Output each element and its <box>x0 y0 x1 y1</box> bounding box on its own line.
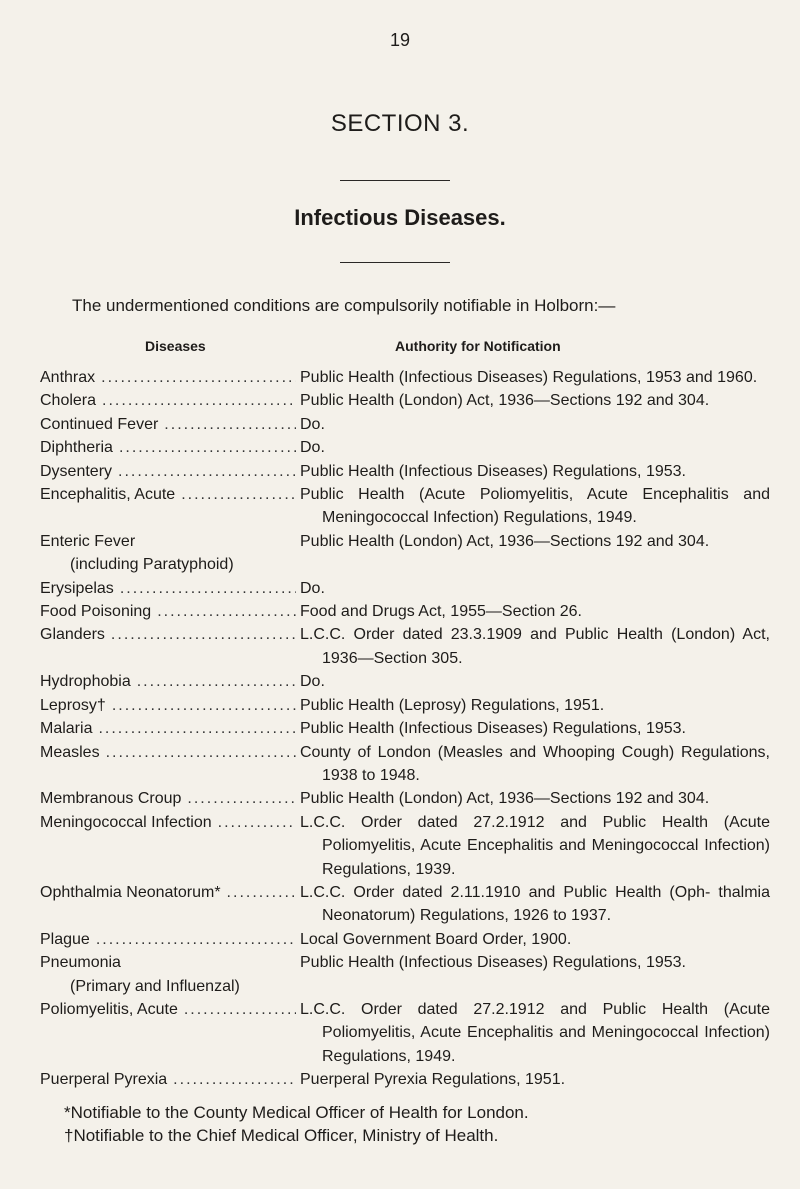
authority-cell <box>296 366 770 389</box>
table-row <box>40 928 770 951</box>
disease-name: Puerperal Pyrexia <box>40 1071 168 1089</box>
disease-name: Meningococcal Infection <box>40 813 212 831</box>
authority-text: L.C.C. Order dated 2.11.1910 and Public Health (Oph- thalmia Neonatorum) Regulations, 1926 to 1937. <box>300 883 770 925</box>
table-row <box>40 694 770 717</box>
column-header-authority: Authority for Notification <box>395 338 561 354</box>
leader-dots <box>131 670 296 693</box>
notifiable-diseases-table <box>40 366 770 1092</box>
authority-cell <box>296 811 770 881</box>
disease-name: Enteric Fever <box>40 532 136 550</box>
disease-name: Continued Fever <box>40 415 159 433</box>
table-row <box>40 530 770 577</box>
disease-cell <box>40 530 296 577</box>
disease-name: Ophthalmia Neonatorum* <box>40 883 221 901</box>
authority-text: Local Government Board Order, 1900. <box>300 930 572 948</box>
authority-cell <box>296 881 770 928</box>
leader-dots <box>105 623 296 646</box>
authority-text: Public Health (Infectious Diseases) Regulations, 1953. <box>300 720 686 738</box>
table-row <box>40 483 770 530</box>
table-row <box>40 741 770 788</box>
divider-rule-bottom <box>340 262 450 263</box>
page-number: 19 <box>389 30 411 50</box>
disease-name: Glanders <box>40 626 105 644</box>
table-row <box>40 670 770 693</box>
leader-dots <box>175 483 296 506</box>
authority-cell <box>296 787 770 810</box>
disease-name: Measles <box>40 743 100 761</box>
disease-cell <box>40 951 296 998</box>
footnote-ministry: †Notifiable to the Chief Medical Officer, Ministry of Health. <box>64 1126 499 1145</box>
authority-cell <box>296 951 770 998</box>
disease-cell <box>40 717 296 740</box>
authority-cell <box>296 530 770 577</box>
table-row <box>40 389 770 412</box>
leader-dots <box>113 436 296 459</box>
authority-cell <box>296 577 770 600</box>
disease-name: Hydrophobia <box>40 673 131 691</box>
disease-name: Membranous Croup <box>40 790 182 808</box>
disease-qualifier: (including Paratyphoid) <box>70 556 234 574</box>
leader-dots <box>212 811 296 834</box>
authority-cell <box>296 483 770 530</box>
authority-text: Do. <box>300 673 325 691</box>
disease-cell <box>40 577 296 600</box>
disease-name: Malaria <box>40 720 93 738</box>
disease-cell <box>40 694 296 717</box>
disease-cell <box>40 623 296 670</box>
authority-cell <box>296 694 770 717</box>
disease-name: Plague <box>40 930 90 948</box>
disease-name: Erysipelas <box>40 579 114 597</box>
authority-text: L.C.C. Order dated 27.2.1912 and Public Health (Acute Poliomyelitis, Acute Encephalitis and Meningococcal Infection) Regulations, 1939. <box>300 813 770 878</box>
disease-cell <box>40 1068 296 1091</box>
authority-cell <box>296 1068 770 1091</box>
authority-text: Public Health (Acute Poliomyelitis, Acute Encephalitis and Meningococcal Infection) Regulations, 1949. <box>300 486 770 527</box>
disease-cell <box>40 787 296 810</box>
leader-dots <box>112 460 296 483</box>
disease-name: Pneumonia <box>40 954 121 972</box>
table-row <box>40 811 770 881</box>
authority-text: Public Health (London) Act, 1936—Sections 192 and 304. <box>300 790 710 808</box>
leader-dots <box>221 881 296 904</box>
disease-name: Dysentery <box>40 462 113 480</box>
disease-cell <box>40 670 296 693</box>
authority-text: Do. <box>300 439 325 457</box>
leader-dots <box>151 600 296 623</box>
table-row <box>40 1068 770 1091</box>
disease-name: Food Poisoning <box>40 603 152 621</box>
table-row <box>40 366 770 389</box>
authority-cell <box>296 389 770 412</box>
divider-rule-top <box>340 180 450 181</box>
leader-dots <box>106 694 296 717</box>
authority-cell <box>296 460 770 483</box>
disease-cell <box>40 928 296 951</box>
table-row <box>40 951 770 998</box>
intro-paragraph: The undermentioned conditions are compulsorily notifiable in Holborn:— <box>72 296 616 315</box>
leader-dots <box>100 741 296 764</box>
disease-cell <box>40 483 296 530</box>
disease-name: Leprosy† <box>40 696 106 714</box>
leader-dots <box>158 413 296 436</box>
disease-cell <box>40 460 296 483</box>
leader-dots <box>96 389 296 412</box>
disease-cell <box>40 881 296 928</box>
table-row <box>40 436 770 459</box>
disease-cell <box>40 436 296 459</box>
disease-cell <box>40 741 296 788</box>
authority-text: Do. <box>300 415 325 433</box>
table-row <box>40 881 770 928</box>
table-row <box>40 460 770 483</box>
table-row <box>40 413 770 436</box>
authority-cell <box>296 413 770 436</box>
authority-cell <box>296 623 770 670</box>
disease-cell <box>40 366 296 389</box>
authority-cell <box>296 600 770 623</box>
authority-cell <box>296 741 770 788</box>
footnote-county: *Notifiable to the County Medical Officer of Health for London. <box>64 1103 529 1122</box>
authority-text: Puerperal Pyrexia Regulations, 1951. <box>300 1071 566 1089</box>
authority-text: County of London (Measles and Whooping Cough) Regulations, 1938 to 1948. <box>300 743 770 784</box>
disease-qualifier: (Primary and Influenzal) <box>70 977 240 995</box>
leader-dots <box>167 1068 296 1091</box>
disease-name: Poliomyelitis, Acute <box>40 1000 178 1018</box>
leader-dots <box>181 787 296 810</box>
table-row <box>40 623 770 670</box>
authority-text: Public Health (London) Act, 1936—Sections 192 and 304. <box>300 532 710 550</box>
disease-cell <box>40 811 296 881</box>
disease-name: Cholera <box>40 392 97 410</box>
authority-text: Do. <box>300 579 325 597</box>
disease-cell <box>40 389 296 412</box>
authority-cell <box>296 436 770 459</box>
leader-dots <box>90 928 296 951</box>
leader-dots <box>95 366 296 389</box>
column-header-diseases: Diseases <box>145 338 206 354</box>
authority-text: Public Health (London) Act, 1936—Sections 192 and 304. <box>300 392 710 410</box>
authority-text: Public Health (Infectious Diseases) Regulations, 1953. <box>300 954 686 972</box>
table-row <box>40 577 770 600</box>
authority-text: Public Health (Infectious Diseases) Regulations, 1953. <box>300 462 686 480</box>
disease-cell <box>40 600 296 623</box>
disease-name: Encephalitis, Acute <box>40 486 176 504</box>
section-title: SECTION 3. <box>330 110 470 137</box>
authority-text: L.C.C. Order dated 27.2.1912 and Public Health (Acute Poliomyelitis, Acute Encephalitis and Meningococcal Infection) Regulations, 1949. <box>300 1000 770 1065</box>
authority-cell <box>296 670 770 693</box>
table-row <box>40 787 770 810</box>
authority-text: Public Health (Infectious Diseases) Regulations, 1953 and 1960. <box>300 369 758 386</box>
authority-text: L.C.C. Order dated 23.3.1909 and Public Health (London) Act, 1936—Section 305. <box>300 626 770 667</box>
authority-text: Food and Drugs Act, 1955—Section 26. <box>300 603 582 621</box>
authority-cell <box>296 998 770 1068</box>
disease-name: Diphtheria <box>40 439 113 457</box>
leader-dots <box>114 577 296 600</box>
authority-text: Public Health (Leprosy) Regulations, 1951. <box>300 696 605 714</box>
page-title: Infectious Diseases. <box>294 205 506 230</box>
disease-cell <box>40 998 296 1068</box>
leader-dots <box>92 717 296 740</box>
disease-name: Anthrax <box>40 369 96 386</box>
leader-dots <box>178 998 296 1021</box>
disease-cell <box>40 413 296 436</box>
authority-cell <box>296 717 770 740</box>
table-row <box>40 717 770 740</box>
authority-cell <box>296 928 770 951</box>
table-row <box>40 998 770 1068</box>
table-row <box>40 600 770 623</box>
